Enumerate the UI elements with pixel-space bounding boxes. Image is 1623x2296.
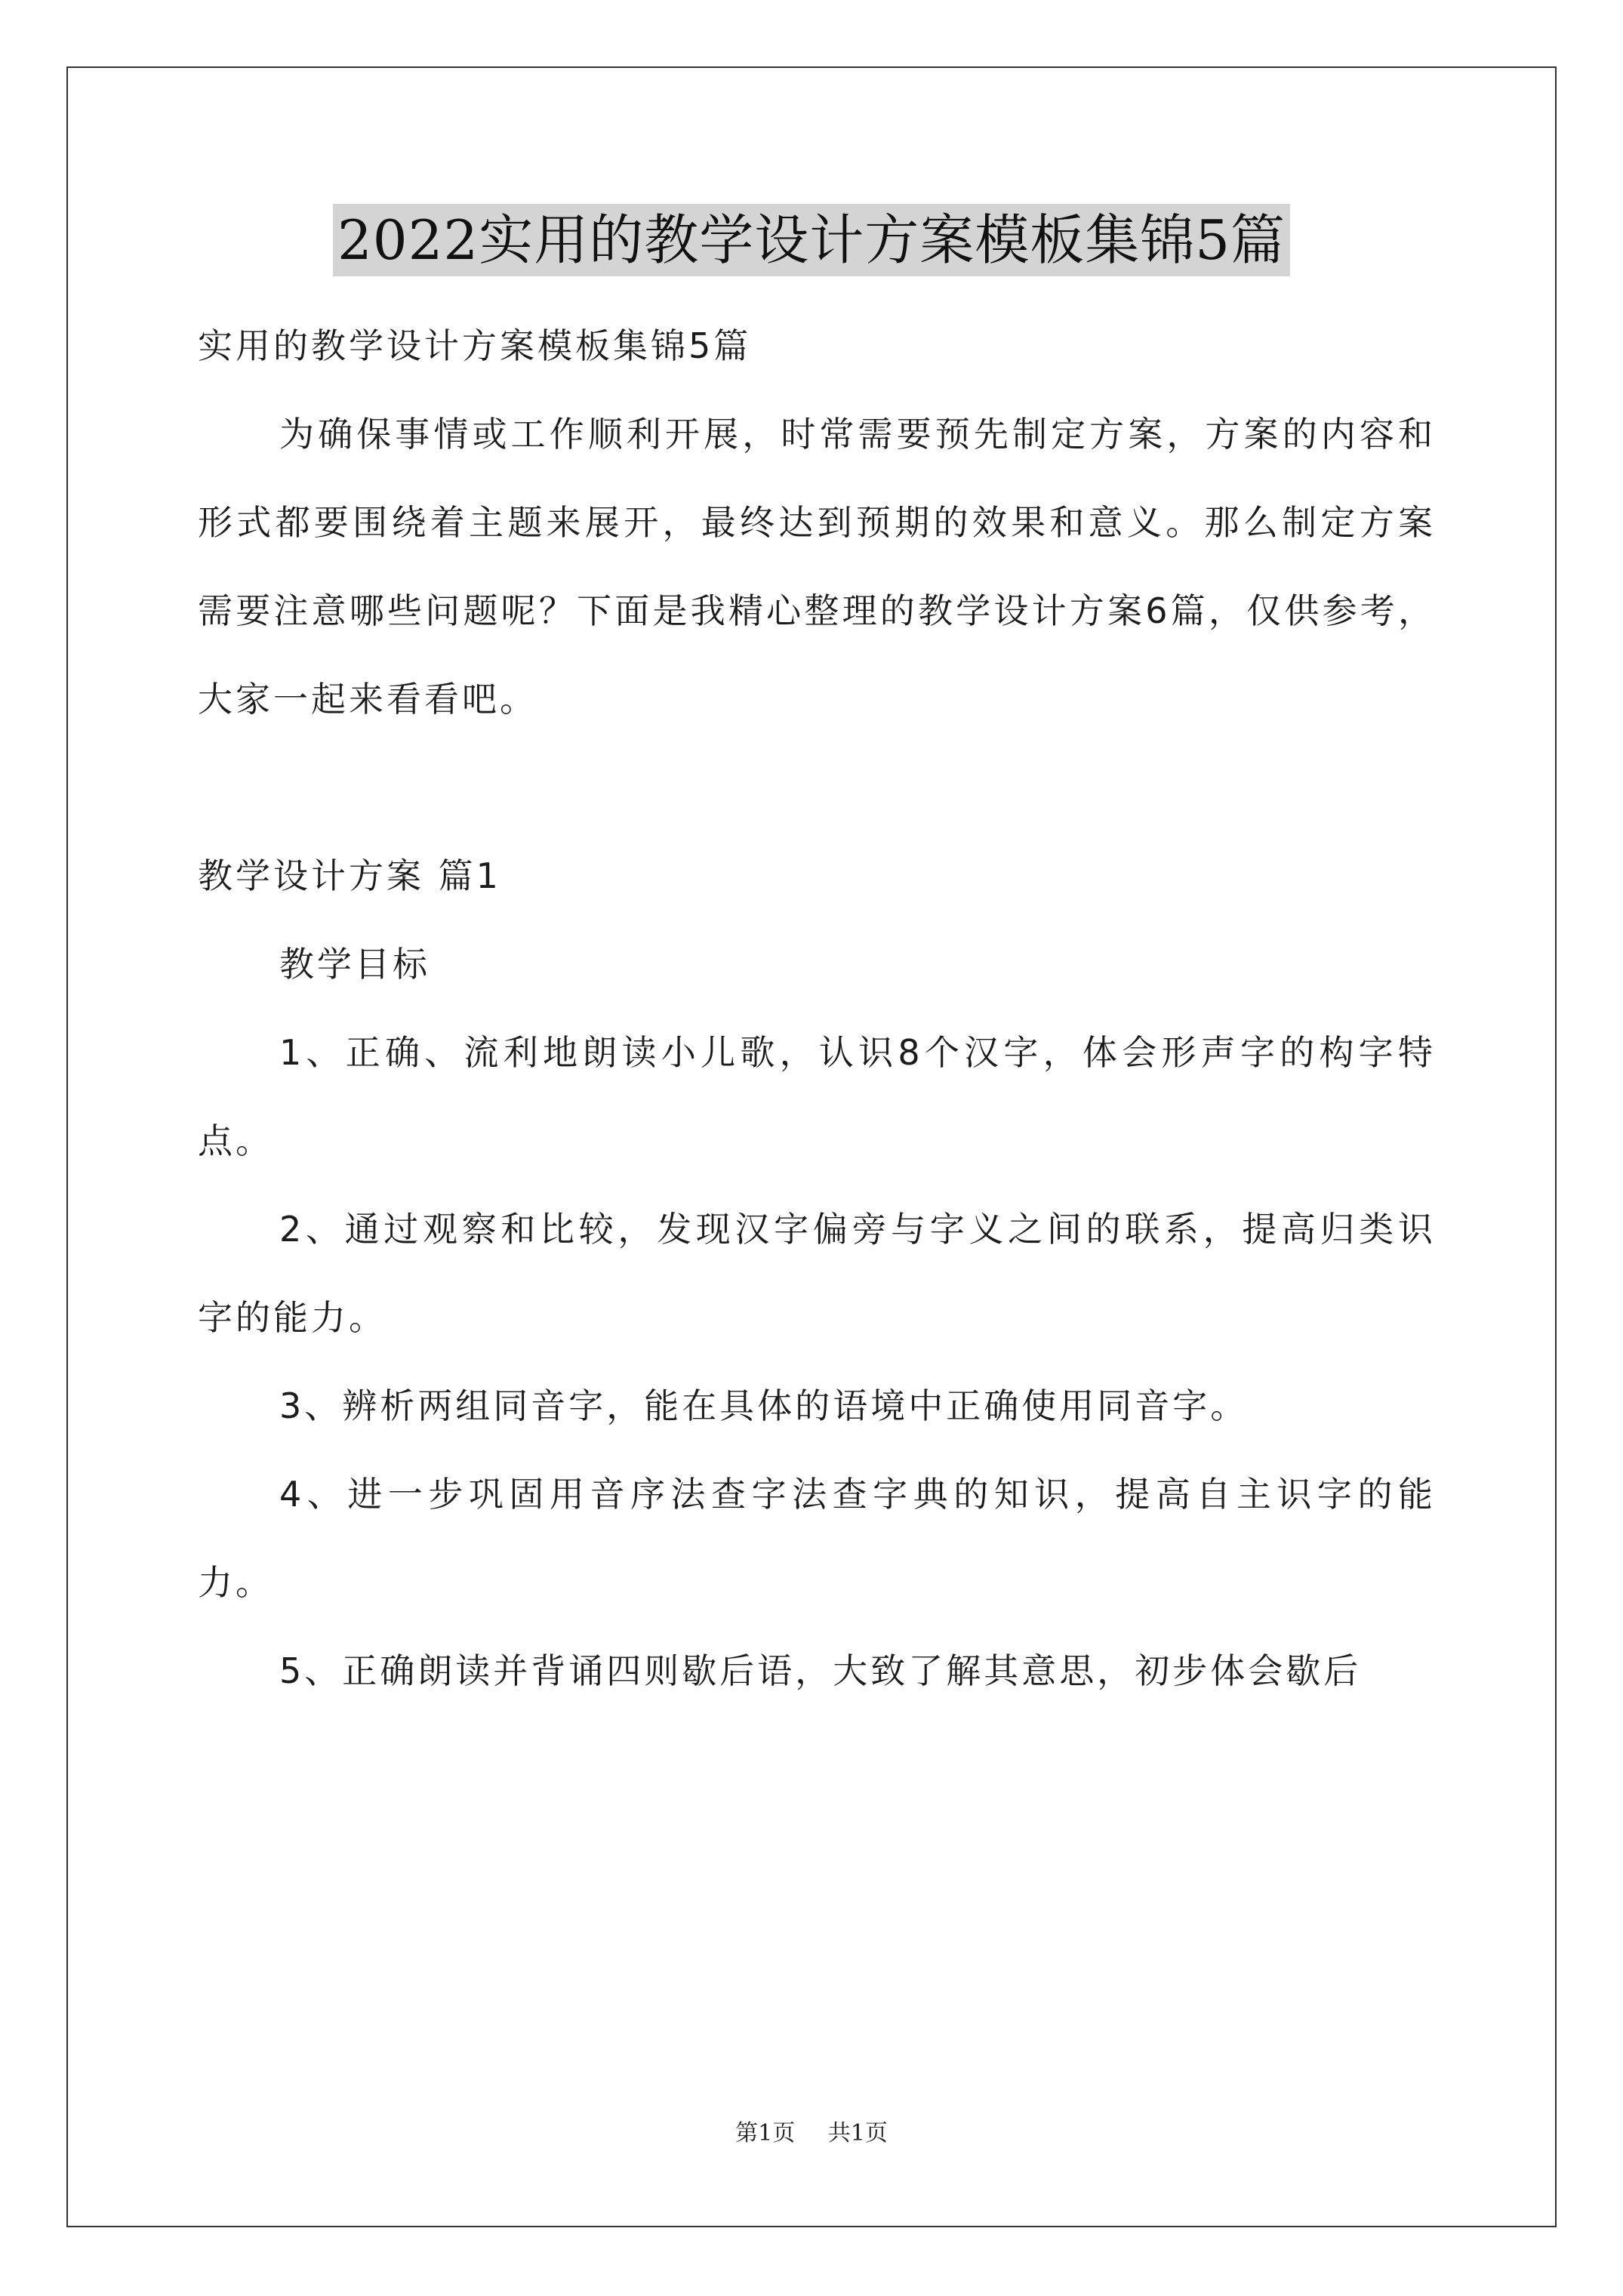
goal-item-5: 5、正确朗读并背诵四则歇后语，大致了解其意思，初步体会歇后 bbox=[279, 1650, 1362, 1691]
document-title: 2022实用的教学设计方案模板集锦5篇 bbox=[333, 204, 1290, 276]
goal-item-1: 1、正确、流利地朗读小儿歌，认识8个汉字，体会形声字的构字特点。 bbox=[198, 1032, 1436, 1161]
title-container bbox=[0, 204, 1623, 276]
paragraph-gap bbox=[198, 744, 1436, 832]
subtitle-line: 实用的教学设计方案模板集锦5篇 bbox=[198, 325, 752, 366]
page-number-current: 第1页 bbox=[735, 2120, 796, 2147]
goal-item-3: 3、辨析两组同音字，能在具体的语境中正确使用同音字。 bbox=[279, 1385, 1249, 1426]
document-body bbox=[198, 302, 1436, 1715]
goal-item-2: 2、通过观察和比较，发现汉字偏旁与字义之间的联系，提高归类识字的能力。 bbox=[198, 1209, 1436, 1338]
page-footer bbox=[0, 2119, 1623, 2149]
section-heading: 教学设计方案 篇1 bbox=[198, 855, 501, 896]
goals-heading: 教学目标 bbox=[279, 944, 430, 985]
page-number-total: 共1页 bbox=[827, 2120, 888, 2147]
intro-paragraph: 为确保事情或工作顺利开展，时常需要预先制定方案，方案的内容和形式都要围绕着主题来展开，最终达到预期的效果和意义。那么制定方案需要注意哪些问题呢？下面是我精心整理的教学设计方案6篇，仅供参考，大家一起来看看吧。 bbox=[198, 414, 1436, 720]
goal-item-4: 4、进一步巩固用音序法查字法查字典的知识，提高自主识字的能力。 bbox=[198, 1474, 1436, 1603]
